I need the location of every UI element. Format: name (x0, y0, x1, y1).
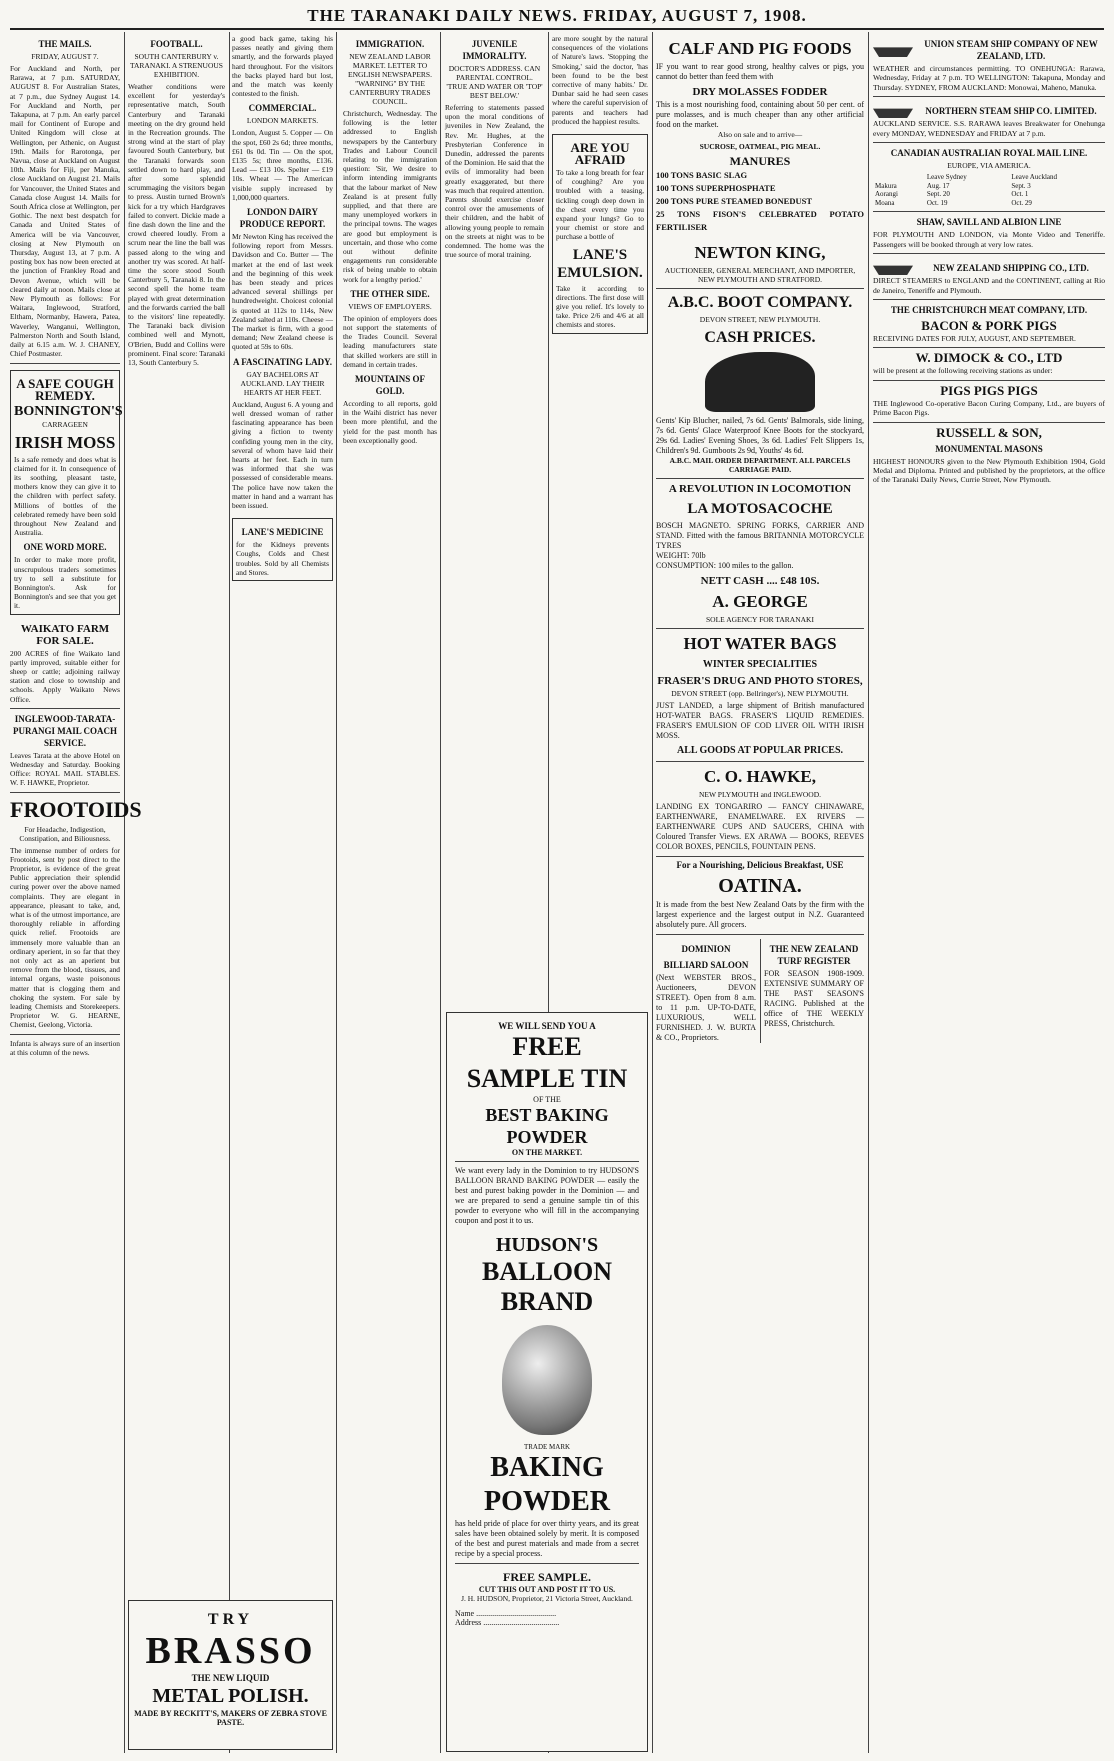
oatina-heading: OATINA. (718, 875, 802, 897)
turf-register-ad (760, 939, 864, 1043)
gold-heading: MOUNTAINS OF GOLD. (354, 374, 426, 397)
sample-lead: WE WILL SEND YOU A (498, 1021, 596, 1031)
table-header-cell: Leave Sydney (926, 173, 967, 182)
safe-cough-brand: BONNINGTON'S (14, 403, 123, 419)
juvenile-sub: DOCTOR'S ADDRESS. CAN PARENTAL CONTROL. 'TRUE AND WATER OR 'TOP' BEST BELOW.' (446, 64, 543, 100)
table-cell: Sept. 20 (926, 190, 950, 199)
turf-heading: THE NEW ZEALAND TURF REGISTER (769, 944, 859, 966)
manure-2: 100 TONS SUPERPHOSPHATE (656, 183, 776, 193)
cash-prices-heading: CASH PRICES. (704, 329, 816, 346)
column-2 (128, 34, 225, 1624)
steamer-icon (873, 259, 913, 275)
hot-water-text: JUST LANDED, a large shipment of British manufactured HOT-WATER BAGS. FRASER'S LIQUID REMEDIES. FRASER'S EMULSION OF COD LIVER OIL WITH IRISH MOSS. (656, 701, 864, 740)
one-word-heading: ONE WORD MORE. (23, 542, 107, 553)
best-baking-powder: BEST BAKING POWDER (485, 1105, 609, 1147)
lady-text: Auckland, August 6. A young and well dressed woman of rather fascinating appearance has been giving a fiction to twenty confiding young men in the city, several of whom have laid their hearts at her feet. Each in turn was informed that she was possessed of considerable means. The police have now taken the matter in hand and a warrant has been issued. (232, 399, 333, 510)
safe-cough-heading: A SAFE COUGH REMEDY. (16, 375, 114, 403)
column-7 (656, 34, 864, 1749)
produce-heading: LONDON DAIRY PRODUCE REPORT. (239, 207, 326, 230)
table-cell: Oct. 19 (926, 198, 948, 207)
farm-heading: WAIKATO FARM FOR SALE. (20, 622, 110, 647)
football-text: Weather conditions were excellent for yesterday's representative match, South Canterbury and Taranaki meeting on the dry ground held in the Recreation grounds. The strong wind at the start of play favoured South Canterbury, but the Taranaki forwards soon settled down to hard play, and after some splendid scrummaging the visitors began to press. Austin turned Brown's kick for a try which Hardgraves failed to convert. Dickie made a fine dash down the line and the crowd cheered loudly. From a scrum near the line the ball was passed along to the wing and another try was scored. At half-time the score stood South Canterbury 5, Taranaki 8. In the second spell the home team played with great determination and the forwards carried the ball to the visitors' line repeatedly. The Taranaki back division combined well and Mynott, O'Brien, Budd and Collins were prominent. Final score: Taranaki 13, South Canterbury 5. (128, 82, 225, 368)
billiard-text: (Next WEBSTER BROS., Auctioneers, DEVON STREET). Open from 8 a.m. to 11 p.m. UP-TO-DATE, LUXURIOUS, WELL FURNISHED. J. W. BURTA & CO., Proprietors. (656, 973, 756, 1042)
table-header-row (873, 173, 1105, 182)
frootoids-sub: For Headache, Indigestion, Constipation, and Biliousness. (19, 824, 111, 843)
northern-heading: NORTHERN STEAM SHIP CO. LIMITED. (925, 106, 1097, 117)
table-cell: Oct. 1 (1011, 190, 1029, 199)
sample-of: OF THE (533, 1095, 561, 1104)
russell-heading: RUSSELL & SON, (936, 424, 1042, 440)
manure-1: 100 TONS BASIC SLAG (656, 170, 748, 180)
dimock-text: will be present at the following receiving stations as under: (873, 366, 1053, 376)
farm-text: 200 ACRES of fine Waikato land partly improved, suitable either for sheep or cattle; adjoining railway station and close to township and schools. Apply Waikato News Office. (10, 648, 120, 704)
billiard-ad (656, 939, 756, 1043)
column-3 (232, 34, 333, 1574)
northern-heading-row (873, 101, 1105, 119)
calf-pig-text: IF you want to rear good strong, healthy calves or pigs, you cannot do better than feed them with (656, 62, 864, 81)
newton-king-sub: AUCTIONEER, GENERAL MERCHANT, AND IMPORTER, NEW PLYMOUTH AND STRATFORD. (664, 266, 856, 284)
pigs-heading: PIGS PIGS PIGS (940, 382, 1038, 398)
motosacoche-price: NETT CASH .... £48 10S. (700, 575, 820, 587)
column-6 (552, 34, 648, 1039)
balloon-brand: BALLOON BRAND (481, 1257, 613, 1316)
immigration-text: Christchurch, Wednesday. The following is the letter addressed to English newspapers by the Canterbury Trades and Labour Council relating to the immigration question: 'Sir, We desire to inform intending immigrants that the labour market of New Zealand is at present fully supplied, and that there are many unemployed workers in the principal towns. The wages are good but employment is uncertain, and those who come out without definite engagements run considerable risk of being unable to obtain work for a lengthy period.' (343, 109, 437, 284)
brasso-try: TRY (207, 1611, 254, 1628)
nzship-heading-row (873, 258, 1105, 276)
lanes-medicine-ad (232, 518, 333, 581)
coupon-name-label: Name (455, 1609, 475, 1618)
coupon-heading: FREE SAMPLE. (502, 1570, 591, 1584)
canadian-sub: EUROPE, VIA AMERICA. (947, 161, 1031, 171)
column-rule (440, 32, 441, 1753)
billiard-heading: BILLIARD SALOON (663, 960, 749, 970)
newton-king-heading: NEWTON KING, (694, 243, 826, 262)
steamer-icon (873, 41, 913, 57)
column-5 (445, 34, 544, 1039)
brasso-polish: METAL POLISH. (152, 1685, 309, 1707)
commercial-sub: LONDON MARKETS. (246, 116, 319, 126)
hawke-sub: NEW PLYMOUTH and INGLEWOOD. (698, 790, 821, 799)
hawke-text: LANDING EX TONGARIRO — FANCY CHINAWARE, EARTHENWARE, ENAMELWARE. EX RIVERS — EARTHENWARE CUPS AND SAUCERS, CHINA with Coloured Transfer Views. EX ARAWA — BOOKS, REEVES COLOR BOXES, PENCILS, FOUNTAIN PENS. (656, 802, 864, 851)
table-header-cell (873, 173, 925, 182)
afraid-text-2: Take it according to directions. The first dose will give you relief. It's lovely to take. Price 2/6 and 4/6 at all chemists and stores. (556, 283, 644, 330)
hudson-baking-powder-ad (446, 1012, 648, 1752)
masthead-rule (10, 28, 1104, 30)
brasso-makers: MADE BY RECKITT'S, MAKERS OF ZEBRA STOVE PASTE. (134, 1709, 327, 1727)
shaw-heading: SHAW, SAVILL AND ALBION LINE (916, 217, 1062, 228)
commercial-text: London, August 5. Copper — On the spot, £60 2s 6d; three months, £61 0s 0d. Tin — On the spot, £135 5s; three months, £136. Lead — £13 10s. Spelter — £19 10s. Wheat — The American visible supply increased by 1,000,000 quarters. (232, 128, 333, 202)
sailing-table (873, 173, 1105, 207)
manure-4: 25 TONS FISON'S CELEBRATED POTATO FERTILISER (656, 209, 864, 232)
abc-boot-text: Gents' Kip Blucher, nailed, 7s 6d. Gents' Balmorals, side lining, 7s 6d. Gents' Glace Waterproof Knee Boots for the stockyard, 29s 6d. Ladies' Evening Shoes, 3s 6d. Ladies' Felt Slippers 1s, Children's 9d. Gumboots 2s 9d, Youths' 4s 6d. (656, 416, 864, 455)
coupon-address-label: Address (455, 1618, 482, 1627)
hot-water-bags-heading: HOT WATER BAGS (683, 634, 837, 653)
oatina-lead: For a Nourishing, Delicious Breakfast, USE (676, 860, 844, 870)
george-heading: A. GEORGE (712, 592, 808, 611)
hudson-brand: HUDSON'S (495, 1234, 599, 1256)
nzship-heading: NEW ZEALAND SHIPPING CO., LTD. (933, 263, 1089, 274)
sample-text-2: has held pride of place for over thirty years, and its great sales have been obtained solely by merit. It is composed of the best and purest materials and made from a secret recipe by a special process. (455, 1519, 639, 1558)
lady-sub: GAY BACHELORS AT AUCKLAND. LAY THEIR HEARTS AT HER FEET. (240, 369, 325, 397)
george-sub: SOLE AGENCY FOR TARANAKI (706, 615, 814, 624)
lanes-emulsion-ad (552, 134, 648, 334)
bottom-ads-row (656, 939, 864, 1043)
safe-cough-sub: CARRAGEEN (42, 419, 88, 429)
hawke-heading: C. O. HAWKE, (704, 767, 816, 786)
column-rule (124, 32, 125, 1753)
brasso-ad (128, 1600, 333, 1750)
motosacoche-heading: LA MOTOSACOCHE (687, 501, 833, 517)
union-heading: UNION STEAM SHIP COMPANY OF NEW ZEALAND, LTD. (924, 39, 1098, 61)
sample-text: We want every lady in the Dominion to try HUDSON'S BALLOON BRAND BAKING POWDER — easily the best and purest baking powder in the Dominion — and we are prepared to send a genuine sample tin of this powder to everyone who will fill in the accompanying coupon and post it to us. (455, 1166, 639, 1225)
nzship-text: DIRECT STEAMERS to ENGLAND and the CONTINENT, calling at Rio de Janeiro, Teneriffe and Plymouth. (873, 276, 1105, 295)
also-on-sale: Also on sale and to arrive— (717, 130, 803, 139)
frootoids-heading: FROOTOIDS (10, 796, 142, 822)
mails-subheading: FRIDAY, AUGUST 7. (31, 52, 99, 61)
safe-cough-ad (10, 370, 123, 615)
frasers-address: DEVON STREET (opp. Bellringer's), NEW PLYMOUTH. (671, 689, 849, 698)
juvenile-text: Referring to statements passed upon the moral conditions of juveniles in New Zealand, the Rev. Mr. Hughes, at the Presbyterian Conference in Dunedin, addressed the parents of the Dominion. He said that the evils of immorality had been greatly exaggerated, but there was much that required attention. Parents should exercise closer control over the amusements of their children, and the habit of allowing young people to remain on the streets at night was to be condemned. The home was the true source of moral training. (445, 103, 544, 260)
motosacoche-text: BOSCH MAGNETO. SPRING FORKS, CARRIER AND STAND. Fitted with the famous BRITANNIA MOTORCYCLE TYRES (656, 521, 864, 550)
table-row (873, 182, 1105, 191)
irish-moss-title: IRISH MOSS (14, 432, 116, 452)
gold-text: According to all reports, gold in the Waihi district has never been more plentiful, and the yield for the past month has been exceptionally good. (343, 399, 437, 445)
juvenile-heading: JUVENILE IMMORALITY. (462, 39, 527, 61)
column-rule (229, 32, 230, 1753)
coach-heading: INGLEWOOD-TARATA-PURANGI MAIL COACH SERVICE. (12, 713, 117, 748)
column-4 (343, 34, 437, 1749)
immigration-heading: IMMIGRATION. (355, 39, 425, 49)
molasses-heading: DRY MOLASSES FODDER (692, 86, 828, 98)
molasses-text: This is a most nourishing food, containing about 50 per cent. of pure molasses, and is much cheaper than any other artificial food on the market. (656, 100, 864, 129)
manure-3: 200 TONS PURE STEAMED BONEDUST (656, 196, 813, 206)
mails-text: For Auckland and North, per Rarawa, at 7 p.m. SATURDAY, AUGUST 8. For Australian States, at 7 p.m., due Sydney August 14. For Auckland and North, per Takapuna, at 7 p.m. An early parcel mail for Continent of Europe and United Kingdom will close at Wellington, per Athenic, on August 19th. Mails for Rarotonga, per Navua, close at Auckland on August 10th. Mails for Fiji, per Manuka, close Auckland on August 21. Mails for Vancouver, the United States and Canada close August 14. Mails for South Africa close at Wellington, per Gothic. The next best despatch for Canada and United States of America will be via Vancouver, closing at New Plymouth on Thursday, August 13, at 7 p.m. A posting box has now been erected at the junction of Frankley Road and Devon Avenue, which will be cleared daily at noon. Mails close at New Plymouth as follows: For Waitara, Inglewood, Stratford, Eltham, Normanby, Hawera, Patea, Waverley, Wanganui, Wellington, Palmerston North and South Island, daily at 6.15 a.m. W. J. CHANEY, Chief Postmaster. (10, 64, 120, 359)
produce-text: Mr Newton King has received the following report from Messrs. Davidson and Co. Butter — The market at the end of last week and the beginning of this week has been steady and prices advanced several shillings per hundredweight. Choicest colonial is quoted at 112s to 114s, New Zealand salted at 110s. Cheese — The market is firm, with a good demand; New Zealand cheese is quoted at 59s to 60s. (232, 232, 333, 352)
table-row (873, 190, 1105, 199)
russell-sub: MONUMENTAL MASONS (935, 443, 1043, 454)
column-rule (336, 32, 337, 1753)
on-the-market: ON THE MARKET. (511, 1148, 583, 1157)
one-word-text: In order to make more profit, unscrupulous traders sometimes try to sell a substitute for Bonnington's. Ask for Bonnington's and see that you get it. (14, 555, 116, 611)
bottom-note: Infanta is always sure of an insertion at this column of the news. (10, 1038, 120, 1057)
motosacoche-weight: WEIGHT: 70lb (656, 551, 706, 560)
mails-heading: THE MAILS. (38, 39, 92, 49)
dominion-heading: DOMINION (681, 944, 731, 954)
turf-text: FOR SEASON 1908-1909. EXTENSIVE SUMMARY OF THE PAST SEASON'S RACING. Published at the office of THE WEEKLY PRESS, Christchurch. (764, 969, 864, 1028)
canadian-heading: CANADIAN AUSTRALIAN ROYAL MAIL LINE. (890, 148, 1088, 159)
bacon-heading: BACON & PORK PIGS (921, 318, 1057, 334)
dimock-heading: W. DIMOCK & CO., LTD (915, 350, 1063, 366)
brasso-sub: THE NEW LIQUID (191, 1673, 270, 1683)
coupon-sub: CUT THIS OUT AND POST IT TO US. (478, 1585, 616, 1594)
column3-top-text: a good back game, taking his passes neatly and giving them smartly, and the forwards played hard throughout. For the visitors the backs played hard but lost, and the match was keenly contested to the finish. (232, 34, 333, 99)
afraid-heading: ARE YOU AFRAID (570, 140, 630, 168)
russell-text: HIGHEST HONOURS given to the New Plymouth Exhibition 1904, Gold Medal and Diploma. Printed and published by the proprietors, at the office of the Taranaki Daily News, Currie Street, New Plymouth. (873, 456, 1105, 485)
frasers-heading: FRASER'S DRUG AND PHOTO STORES, (657, 675, 863, 687)
afraid-text: To take a long breath for fear of coughing? Are you troubled with a teasing, tickling cough deep down in the chest every time you expand your lungs? Go to your chemist or store and purchase a bottle of (556, 168, 644, 242)
motosacoche-consumption: CONSUMPTION: 100 miles to the gallon. (656, 561, 794, 570)
coach-text: Leaves Tarata at the above Hotel on Wednesday and Saturday. Booking Office: ROYAL MAIL STABLES. W. F. HAWKE, Proprietor. (10, 750, 120, 788)
table-cell: Sept. 3 (1011, 181, 1031, 190)
baking-powder-title: BAKING POWDER (484, 1452, 610, 1517)
canterbury-heading: THE CHRISTCHURCH MEAT COMPANY, LTD. (890, 305, 1088, 316)
trade-mark: TRADE MARK (523, 1443, 571, 1451)
northern-text: AUCKLAND SERVICE. S.S. RARAWA leaves Breakwater for Onehunga every MONDAY, WEDNESDAY and FRIDAY at 7 p.m. (873, 119, 1105, 138)
popular-prices: ALL GOODS AT POPULAR PRICES. (676, 745, 844, 756)
table-header-cell: Leave Auckland (1011, 173, 1058, 182)
calf-pig-heading: CALF AND PIG FOODS (668, 39, 852, 58)
lanes-medicine-heading: LANE'S MEDICINE (241, 527, 324, 538)
pigs-text: THE Inglewood Co-operative Bacon Curing Company, Ltd., are buyers of Prime Bacon Pigs. (873, 398, 1105, 418)
safe-cough-text: Is a safe remedy and does what is claimed for it. In consequence of its soothing, pleasant taste, mothers know they can give it to the children with perfect safety. Millions of bottles of the celebrated remedy have been sold throughout New Zealand and Australia. (14, 454, 116, 538)
table-cell: Aug. 17 (926, 181, 950, 190)
other-side-text: The opinion of employers does not support the statements of the Trades Council. Several leading manufacturers state that skilled workers are still in demand in certain trades. (343, 313, 437, 369)
table-cell: Oct. 29 (1011, 198, 1032, 207)
table-cell: Makura (875, 181, 897, 190)
union-text: WEATHER and circumstances permitting. TO ONEHUNGA: Rarawa, Wednesday, Friday at 7 p.m. TO WELLINGTON: Takapuna, Monday and Thursday. SYDNEY, FROM AUCKLAND: Monowai, Maheno, Manuka. (873, 64, 1105, 92)
column-rule (868, 32, 869, 1753)
balloon-icon (502, 1325, 592, 1435)
masthead: THE TARANAKI DAILY NEWS. FRIDAY, AUGUST 7, 1908. (307, 6, 807, 25)
column-1 (10, 34, 142, 1754)
table-cell: Moana (875, 198, 895, 207)
winter-specialities: WINTER SPECIALITIES (702, 659, 818, 670)
table-row (873, 199, 1105, 208)
other-side-heading: THE OTHER SIDE. (350, 288, 430, 299)
steamer-icon (873, 102, 913, 118)
table-cell: Aorangi (875, 190, 898, 199)
coupon-address: J. H. HUDSON, Proprietor, 21 Victoria Street, Auckland. (461, 1594, 633, 1603)
boot-icon (705, 352, 815, 412)
bacon-text: RECEIVING DATES FOR JULY, AUGUST, AND SEPTEMBER. (873, 334, 1076, 344)
oatina-text: It is made from the best New Zealand Oats by the firm with the largest experience and the largest output in N.Z. Guaranteed absolutely pure. All grocers. (656, 900, 864, 929)
free-sample-title: FREE SAMPLE TIN (466, 1032, 628, 1093)
lanes-medicine-text: for the Kidneys prevents Coughs, Colds and Chest troubles. Sold by all Chemists and Stores. (236, 540, 329, 577)
football-heading: FOOTBALL. (150, 39, 203, 49)
column6-text: are more sought by the natural consequences of the violations of Nature's laws. 'Stopping the Smoking,' said the doctor, 'has been found to be the best corrective of many habits.' Dr. Dunbar said he had seen cases where the careful supervision of parents and teachers had produced the happiest results. (552, 34, 648, 126)
football-sub: SOUTH CANTERBURY v. TARANAKI. A STRENUOUS EXHIBITION. (130, 52, 223, 79)
feeds-list: SUCROSE, OATMEAL, PIG MEAL. (699, 142, 821, 151)
brasso-title: BRASSO (145, 1630, 316, 1672)
coupon-name-field[interactable]: Name ........................................ (455, 1609, 557, 1618)
abc-boot-heading: A.B.C. BOOT COMPANY. (667, 294, 853, 311)
column-8 (873, 34, 1105, 1749)
column-rule (652, 32, 653, 1753)
coupon-address-field[interactable]: Address ...................................... (455, 1618, 560, 1627)
abc-mail-order: A.B.C. MAIL ORDER DEPARTMENT. ALL PARCELS CARRIAGE PAID. (669, 456, 851, 474)
union-heading-row (873, 34, 1105, 64)
frootoids-text: The immense number of orders for Frootoids, sent by post direct to the Proprietor, is evidence of the great Public appreciation their splendid curing power over the above named complaints. They are elegant in appearance, pleasant to take, and, what is of the utmost importance, are thoroughly reliable in affording quick relief. Frootoids are immensely more valuable than an ordinary aperient, in so far that they not only act as an aperient but remove from the blood, tissues, and internal organs, waste poisonous matter that is clogging them and choking the system. For sale by leading Chemists and Storekeepers. Proprietor W. G. HEARNE, Chemist, Geelong, Victoria. (10, 845, 120, 1030)
revolution-heading: A REVOLUTION IN LOCOMOTION (668, 483, 852, 495)
lanes-emulsion-brand: LANE'S EMULSION. (557, 246, 643, 281)
commercial-heading: COMMERCIAL. (248, 103, 317, 114)
immigration-sub: NEW ZEALAND LABOR MARKET. LETTER TO ENGLISH NEWSPAPERS. "WARNING" BY THE CANTERBURY TRADES COUNCIL. (348, 52, 432, 106)
other-side-sub: VIEWS OF EMPLOYERS. (348, 301, 432, 311)
lady-heading: A FASCINATING LADY. (232, 356, 333, 367)
shaw-text: FOR PLYMOUTH AND LONDON, via Monte Video and Teneriffe. Passengers will be booked through at very low rates. (873, 230, 1105, 249)
abc-boot-sub: DEVON STREET, NEW PLYMOUTH. (699, 315, 821, 324)
manures-heading: MANURES (729, 154, 791, 168)
